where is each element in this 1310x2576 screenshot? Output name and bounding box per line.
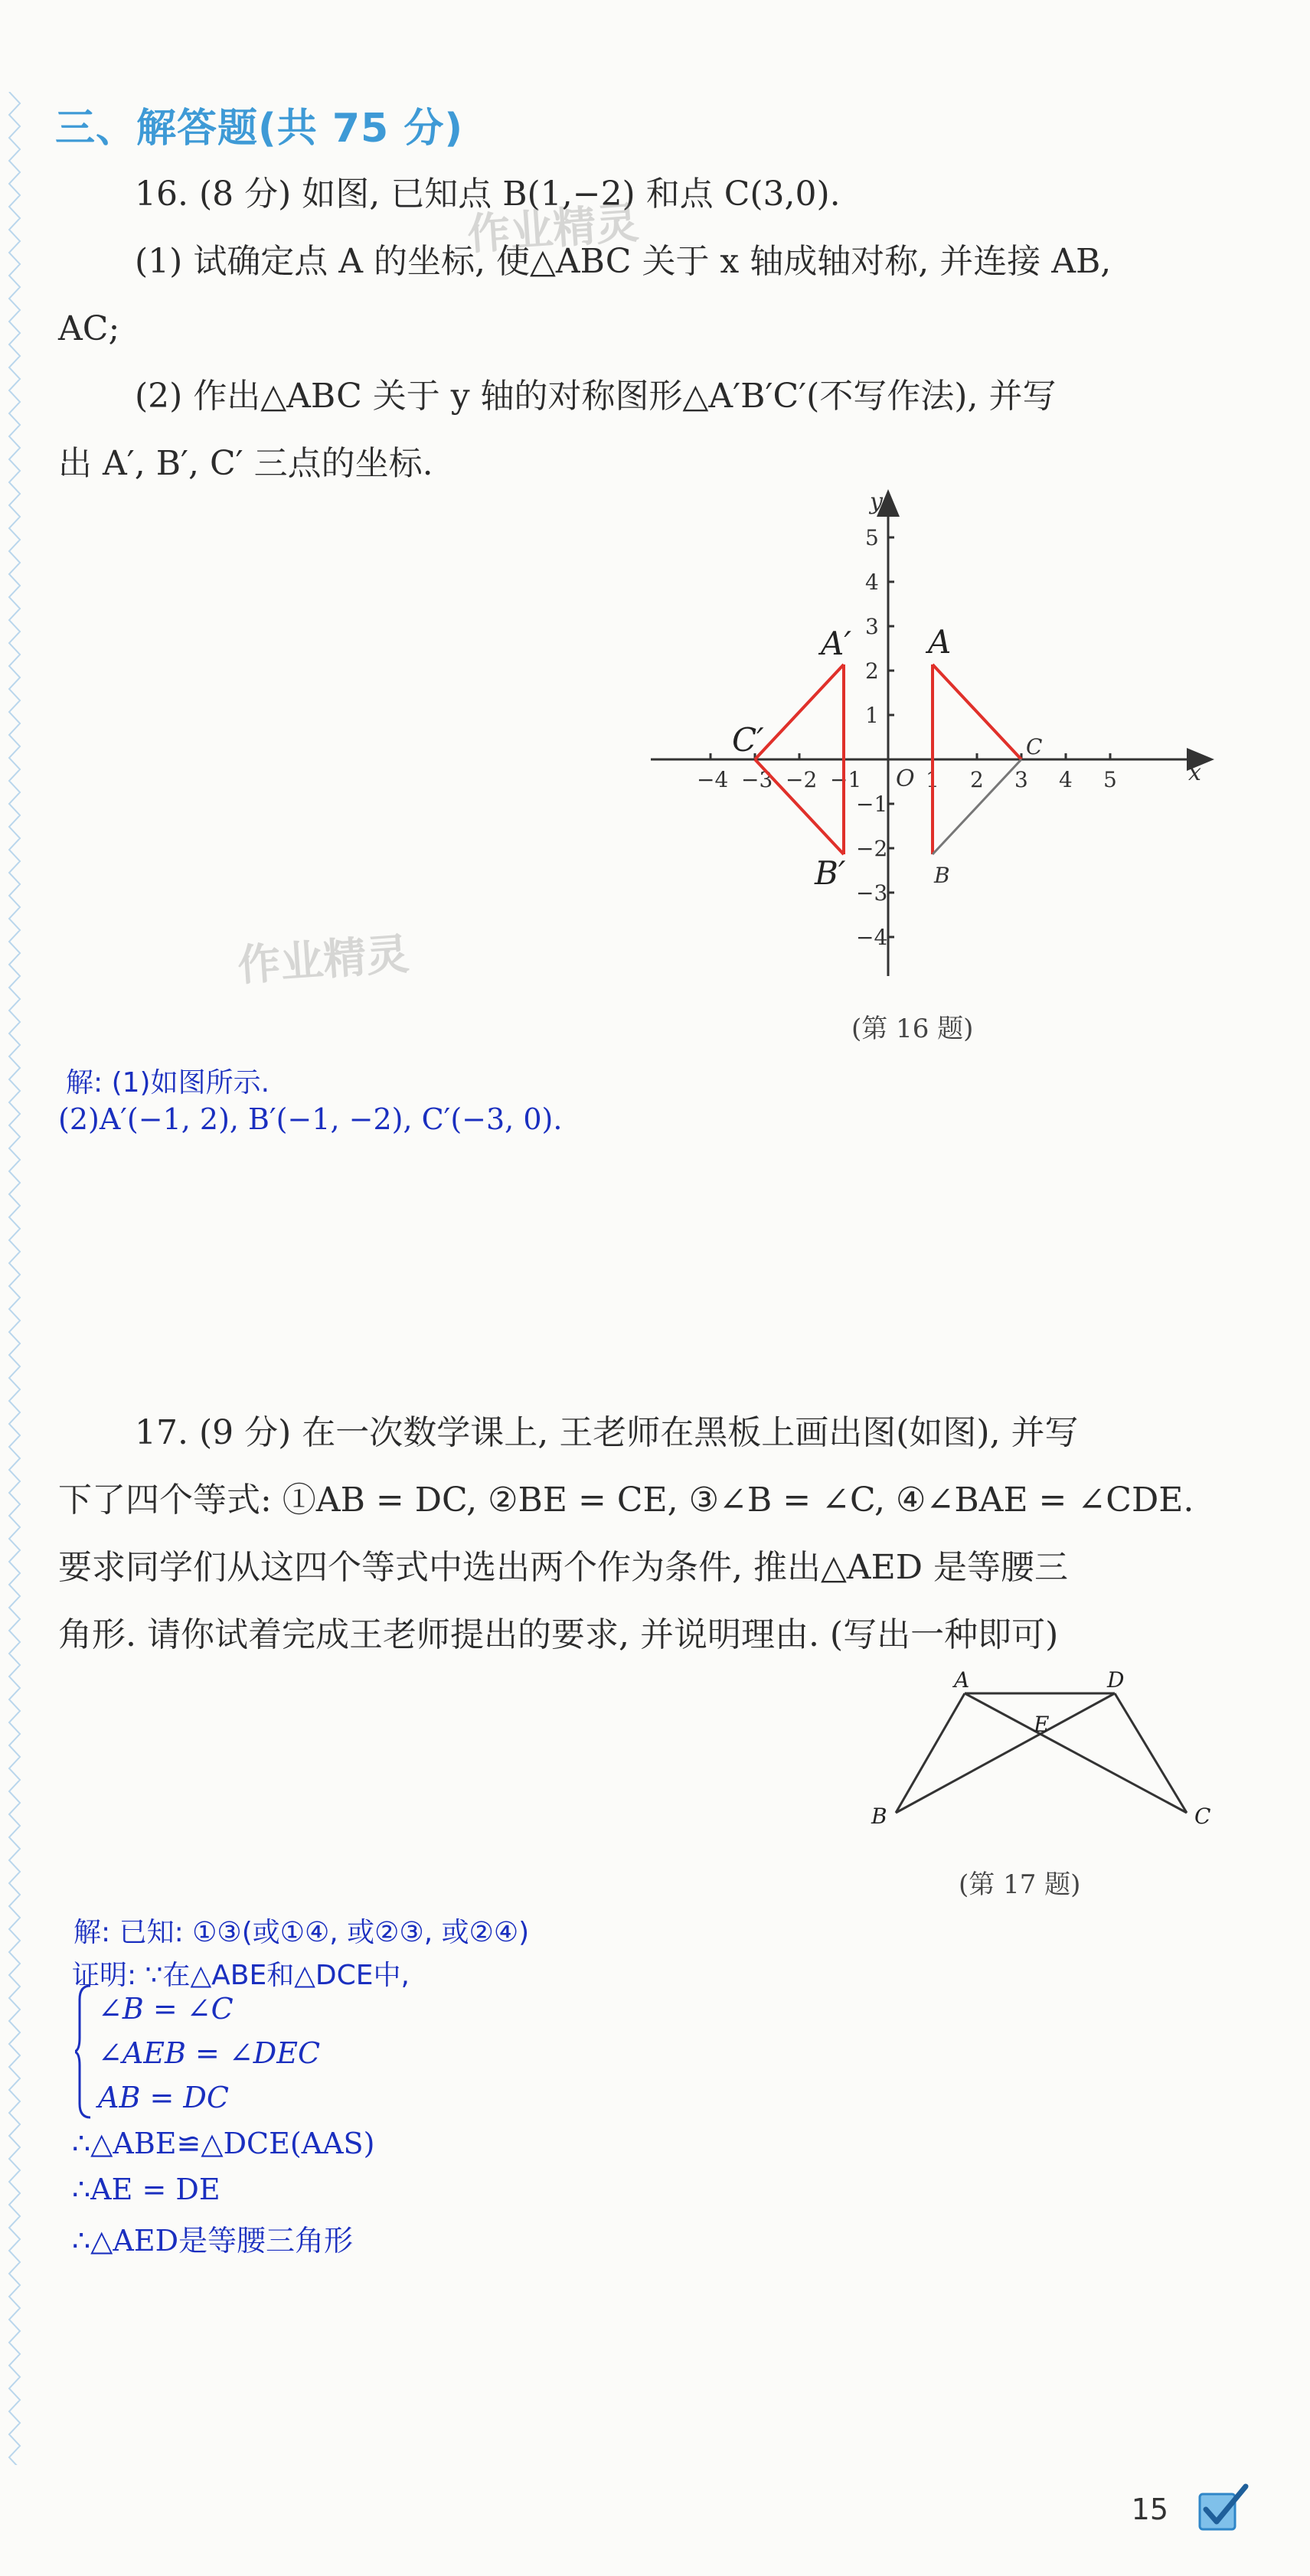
y-tick-label: −4 [856, 925, 888, 950]
system-brace [75, 1983, 92, 2121]
q17-label-B: B [871, 1804, 887, 1829]
y-tick-label: 5 [865, 525, 879, 550]
y-tick-label: 3 [865, 614, 879, 639]
page-number: 15 [1131, 2493, 1168, 2526]
q17-answer-line1: 解: 已知: ①③(或①④, 或②③, 或②④) [74, 1917, 530, 1948]
y-tick-label: 4 [865, 570, 879, 595]
point-A-label: A [928, 623, 952, 661]
q17-label-A: A [954, 1669, 970, 1693]
q17-segment-DB [896, 1693, 1115, 1813]
q17-segment-AC [965, 1693, 1187, 1813]
q17-line3: 要求同学们从这四个等式中选出两个作为条件, 推出△AED 是等腰三 [58, 1548, 1068, 1587]
x-tick-label: −1 [830, 767, 862, 792]
q16-answer-line2: (2)A′(−1, 2), B′(−1, −2), C′(−3, 0). [58, 1102, 563, 1136]
x-tick-label: 3 [1014, 767, 1028, 792]
y-tick-label: 2 [865, 658, 879, 684]
q17-system-line1: ∠B = ∠C [98, 1992, 234, 2026]
point-A1-label: A′ [821, 625, 851, 662]
q16-line2: (1) 试确定点 A 的坐标, 使△ABC 关于 x 轴成轴对称, 并连接 AB, [135, 242, 1112, 281]
q17-label-C: C [1194, 1804, 1211, 1829]
x-tick-label: 4 [1059, 767, 1073, 792]
q17-label-D: D [1107, 1669, 1125, 1693]
q16-line1: 16. (8 分) 如图, 已知点 B(1,−2) 和点 C(3,0). [135, 175, 841, 214]
x-tick-label: 1 [926, 767, 939, 792]
point-B-label: B [934, 863, 950, 888]
q16-line5: 出 A′, B′, C′ 三点的坐标. [58, 444, 433, 483]
x-tick-label: −4 [697, 767, 729, 792]
y-tick-label: −3 [856, 880, 888, 906]
section-title: 三、解答题(共 75 分) [55, 106, 464, 152]
point-B1-label: B′ [815, 854, 846, 892]
point-C1-label: C′ [732, 721, 764, 759]
q17-system-line2: ∠AEB = ∠DEC [98, 2036, 321, 2070]
q17-answer-line5: ∴△AED是等腰三角形 [72, 2224, 354, 2258]
q16-line3: AC; [58, 309, 120, 348]
q17-segment-DC [1115, 1693, 1187, 1813]
y-axis-label: y [870, 488, 883, 515]
q17-line4: 角形. 请你试着完成王老师提出的要求, 并说明理由. (写出一种即可) [58, 1615, 1059, 1654]
q16-answer-line1: 解: (1)如图所示. [66, 1067, 270, 1099]
q17-label-E: E [1034, 1712, 1050, 1737]
x-tick-label: 2 [970, 767, 984, 792]
point-C-label: C [1026, 734, 1043, 759]
watermark-top: 作业精灵 [466, 198, 641, 260]
q16-caption: (第 16 题) [851, 1014, 974, 1044]
origin-label: O [896, 766, 915, 792]
checkbox-icon [1195, 2479, 1250, 2534]
x-tick-label: −3 [741, 767, 773, 792]
q17-answer-line2: 证明: ∵在△ABE和△DCE中, [72, 1960, 410, 1991]
x-tick-label: −2 [786, 767, 818, 792]
y-tick-label: 1 [865, 703, 879, 728]
watermark-middle: 作业精灵 [236, 929, 411, 991]
y-tick-label: −2 [856, 836, 888, 861]
q17-answer-line4: ∴AE = DE [72, 2173, 221, 2206]
q17-line2: 下了四个等式: ①AB = DC, ②BE = CE, ③∠B = ∠C, ④∠BAE = ∠CDE. [58, 1481, 1194, 1520]
q16-line4: (2) 作出△ABC 关于 y 轴的对称图形△A′B′C′(不写作法), 并写 [135, 377, 1057, 416]
q17-line1: 17. (9 分) 在一次数学课上, 王老师在黑板上画出图(如图), 并写 [135, 1413, 1079, 1452]
q17-system-line3: AB = DC [98, 2081, 229, 2114]
left-decorative-border [6, 92, 26, 2465]
q16-figure [643, 478, 1225, 991]
segment-AC [933, 664, 1021, 759]
y-tick-label: −1 [856, 792, 888, 817]
q17-figure [858, 1669, 1225, 1837]
q17-caption: (第 17 题) [959, 1869, 1081, 1900]
x-axis-label: x [1188, 759, 1201, 786]
x-tick-label: 5 [1103, 767, 1117, 792]
q17-answer-line3: ∴△ABE≌△DCE(AAS) [72, 2127, 375, 2160]
segment-A1C1 [755, 664, 844, 759]
